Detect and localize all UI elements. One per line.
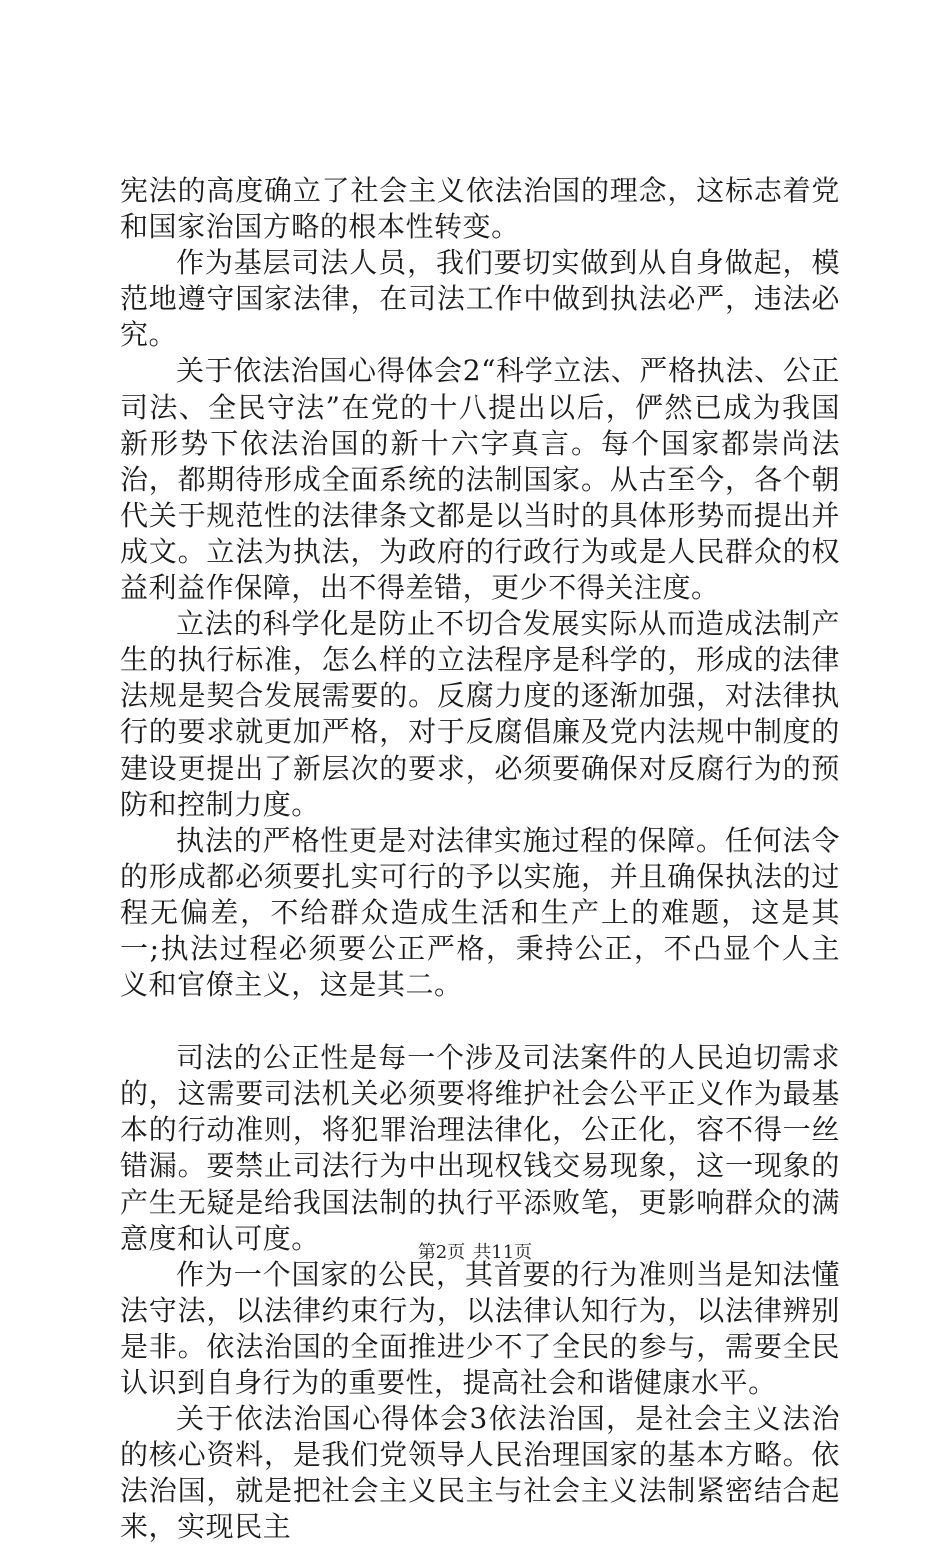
paragraph: 立法的科学化是防止不切合发展实际从而造成法制产生的执行标准，怎么样的立法程序是科学的，形成的法律法规是契合发展需要的。反腐力度的逐渐加强，对法律执行的要求就更加严格，对于反腐倡廉及党内法规中制度的建设更提出了新层次的要求，必须要确保对反腐行为的预防和控制力度。 (120, 607, 840, 821)
paragraph: 执法的严格性更是对法律实施过程的保障。任何法令的形成都必须要扎实可行的予以实施，并且确保执法的过程无偏差，不给群众造成生活和生产上的难题，这是其一;执法过程必须要公正严格，秉持公正，不凸显个人主义和官僚主义，这是其二。 (120, 823, 840, 1002)
paragraph: 作为一个国家的公民，其首要的行为准则当是知法懂法守法，以法律约束行为，以法律认知行为，以法律辨别是非。依法治国的全面推进少不了全民的参与，需要全民认识到自身行为的重要性，提高社会和谐健康水平。 (120, 1257, 840, 1399)
paragraph: 关于依法治国心得体会2“科学立法、严格执法、公正司法、全民守法”在党的十八提出以后，俨然已成为我国新形势下依法治国的新十六字真言。每个国家都崇尚法治，都期待形成全面系统的法制国家。从古至今，各个朝代关于规范性的法律条文都是以当时的具体形势而提出并成文。立法为执法，为政府的行政行为或是人民群众的权益利益作保障，出不得差错，更少不得关注度。 (120, 354, 840, 605)
paragraph: 关于依法治国心得体会3依法治国，是社会主义法治的核心资料，是我们党领导人民治理国家的基本方略。依法治国，就是把社会主义民主与社会主义法制紧密结合起来，实现民主 (120, 1402, 840, 1544)
page-footer (0, 1241, 950, 1265)
paragraph: 宪法的高度确立了社会主义依法治国的理念，这标志着党和国家治国方略的根本性转变。 (120, 174, 840, 244)
page-number: 第2页 (417, 1242, 466, 1263)
document-body (120, 173, 840, 1545)
paragraph: 司法的公正性是每一个涉及司法案件的人民迫切需求的，这需要司法机关必须要将维护社会公平正义作为最基本的行动准则，将犯罪治理法律化，公正化，容不得一丝错漏。要禁止司法行为中出现权钱交易现象，这一现象的产生无疑是给我国法制的执行平添败笔，更影响群众的满意度和认可度。 (120, 1041, 840, 1255)
page-total: 共11页 (473, 1242, 533, 1263)
paragraph: 作为基层司法人员，我们要切实做到从自身做起，模范地遵守国家法律，在司法工作中做到执法必严，违法必究。 (120, 246, 840, 352)
paragraph-gap (120, 1003, 840, 1040)
